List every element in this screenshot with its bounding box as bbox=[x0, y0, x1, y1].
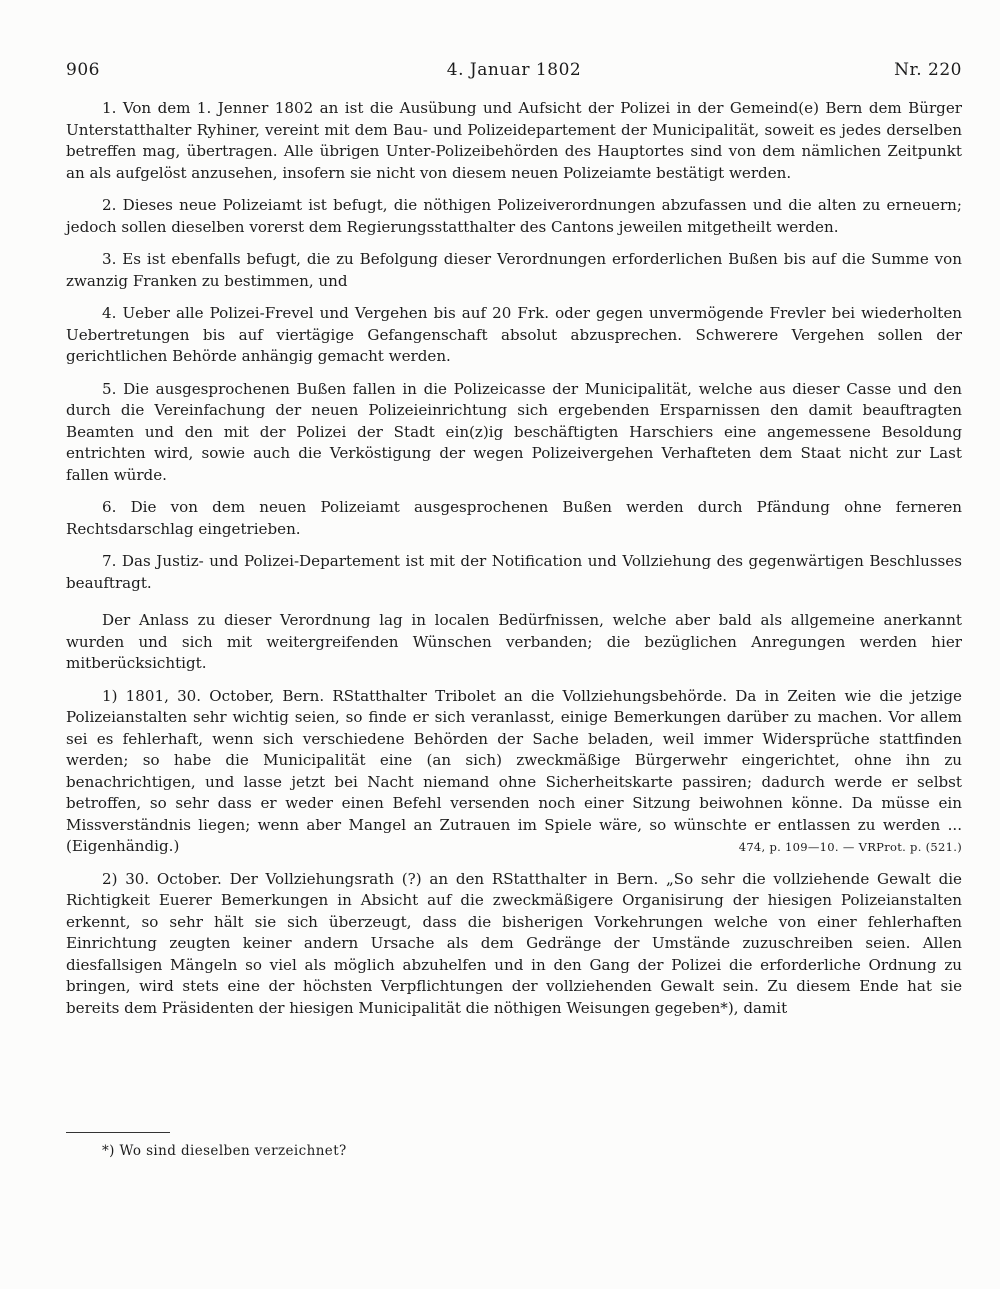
header-date: 4. Januar 1802 bbox=[446, 60, 582, 80]
document-body bbox=[66, 98, 962, 1030]
archive-reference bbox=[703, 836, 962, 859]
commentary-paragraph: Der Anlass zu dieser Verordnung lag in localen Bedürfnissen, welche aber bald als allgemeine anerkannt wurden und sich mit weitergreifenden Wünschen verbanden; die bezüglichen Anregungen werden hier mitberücksichtigt. bbox=[66, 611, 962, 672]
article-2: 2. Dieses neue Polizeiamt ist befugt, die nöthigen Polizeiverordnungen abzufassen und die alten zu erneuern; jedoch sollen dieselben vorerst dem Regierungsstatthalter des Cantons jeweilen mitgetheilt werden. bbox=[66, 196, 962, 236]
footnote-divider bbox=[66, 1132, 170, 1133]
page-number: 906 bbox=[66, 60, 100, 80]
article-3: 3. Es ist ebenfalls befugt, die zu Befolgung dieser Verordnungen erforderlichen Bußen bis auf die Summe von zwanzig Franken zu bestimmen, und bbox=[66, 250, 962, 290]
document-number: Nr. 220 bbox=[894, 60, 962, 80]
article-4: 4. Ueber alle Polizei-Frevel und Vergehen bis auf 20 Frk. oder gegen unvermögende Frevler bei wiederholten Uebertretungen bis auf viertägige Gefangenschaft absolut abzusprechen. Schwerere Vergehen sollen der gerichtlichen Behörde anhängig gemacht werden. bbox=[66, 304, 962, 365]
archive-reference-text: 474, p. 109—10. — VRProt. p. (521.) bbox=[738, 840, 962, 854]
note-1-text: 1) 1801, 30. October, Bern. RStatthalter Tribolet an die Vollziehungsbehörde. Da in Zeiten wie die jetzige Polizeianstalten sehr wichtig seien, so finde er sich veranlasst, einige Bemerkungen darüber zu machen. Vor allem sei es fehlerhaft, wenn sich verschiedene Behörden der Sache beladen, weil immer Widersprüche stattfinden werden; so habe die Municipalität eine (an sich) zweckmäßige Bürgerwehr eingerichtet, ohne ihn zu benachrichtigen, und lasse jetzt bei Nacht niemand ohne Sicherheitskarte passiren; dadurch werde er selbst betroffen, so sehr dass er weder einen Befehl versenden noch einer Sitzung beiwohnen könne. Da müsse ein Missverständnis liegen; wenn aber Mangel an Zutrauen im Spiele wäre, so wünschte er entlassen zu werden ... (Eigenhändig.) bbox=[66, 686, 962, 855]
footnote: *) Wo sind dieselben verzeichnet? bbox=[102, 1143, 347, 1159]
article-6: 6. Die von dem neuen Polizeiamt ausgesprochenen Bußen werden durch Pfändung ohne ferneren Rechtsdarschlag eingetrieben. bbox=[66, 498, 962, 538]
note-1 bbox=[66, 686, 962, 858]
note-2: 2) 30. October. Der Vollziehungsrath (?) an den RStatthalter in Bern. „So sehr die vollziehende Gewalt die Richtigkeit Euerer Bemerkungen in Absicht auf die zweckmäßigere Organisirung der hiesigen Polizeianstalten erkennt, so sehr hält sie sich überzeugt, dass die bisherigen Vorkehrungen welche von einer fehlerhaften Einrichtung zeugten keiner andern Ursache als dem Gedränge der Umstände zuzuschreiben seien. Allen diesfallsigen Mängeln so viel als möglich abzuhelfen und in den Gang der Polizei die erforderliche Ordnung zu bringen, wird stets eine der höchsten Verpflichtungen der vollziehenden Gewalt sein. Zu diesem Ende hat sie bereits dem Präsidenten der hiesigen Municipalität die nöthigen Weisungen gegeben*), damit bbox=[66, 869, 962, 1017]
article-1: 1. Von dem 1. Jenner 1802 an ist die Ausübung und Aufsicht der Polizei in der Gemeind(e) Bern dem Bürger Unterstatthalter Ryhiner, vereint mit dem Bau- und Polizeidepartement der Municipalität, soweit es jedes derselben betreffen mag, übertragen. Alle übrigen Unter-Polizeibehörden des Hauptortes sind von dem nämlichen Zeitpunkt an als aufgelöst anzusehen, insofern sie nicht von diesem neuen Polizeiamte bestätigt werden. bbox=[66, 99, 962, 182]
article-5: 5. Die ausgesprochenen Bußen fallen in die Polizeicasse der Municipalität, welche aus dieser Casse und den durch die Vereinfachung der neuen Polizeieinrichtung sich ergebenden Ersparnissen den damit beauftragten Beamten und den mit der Polizei der Stadt ein(z)ig beschäftigten Harschiers eine angemessene Besoldung entrichten wird, sowie auch die Verköstigung der wegen Polizeivergehen Verhafteten dem Staat nicht zur Last fallen würde. bbox=[66, 379, 962, 484]
article-7: 7. Das Justiz- und Polizei-Departement ist mit der Notification und Vollziehung des gegenwärtigen Beschlusses beauftragt. bbox=[66, 552, 962, 592]
page-header bbox=[66, 60, 962, 86]
